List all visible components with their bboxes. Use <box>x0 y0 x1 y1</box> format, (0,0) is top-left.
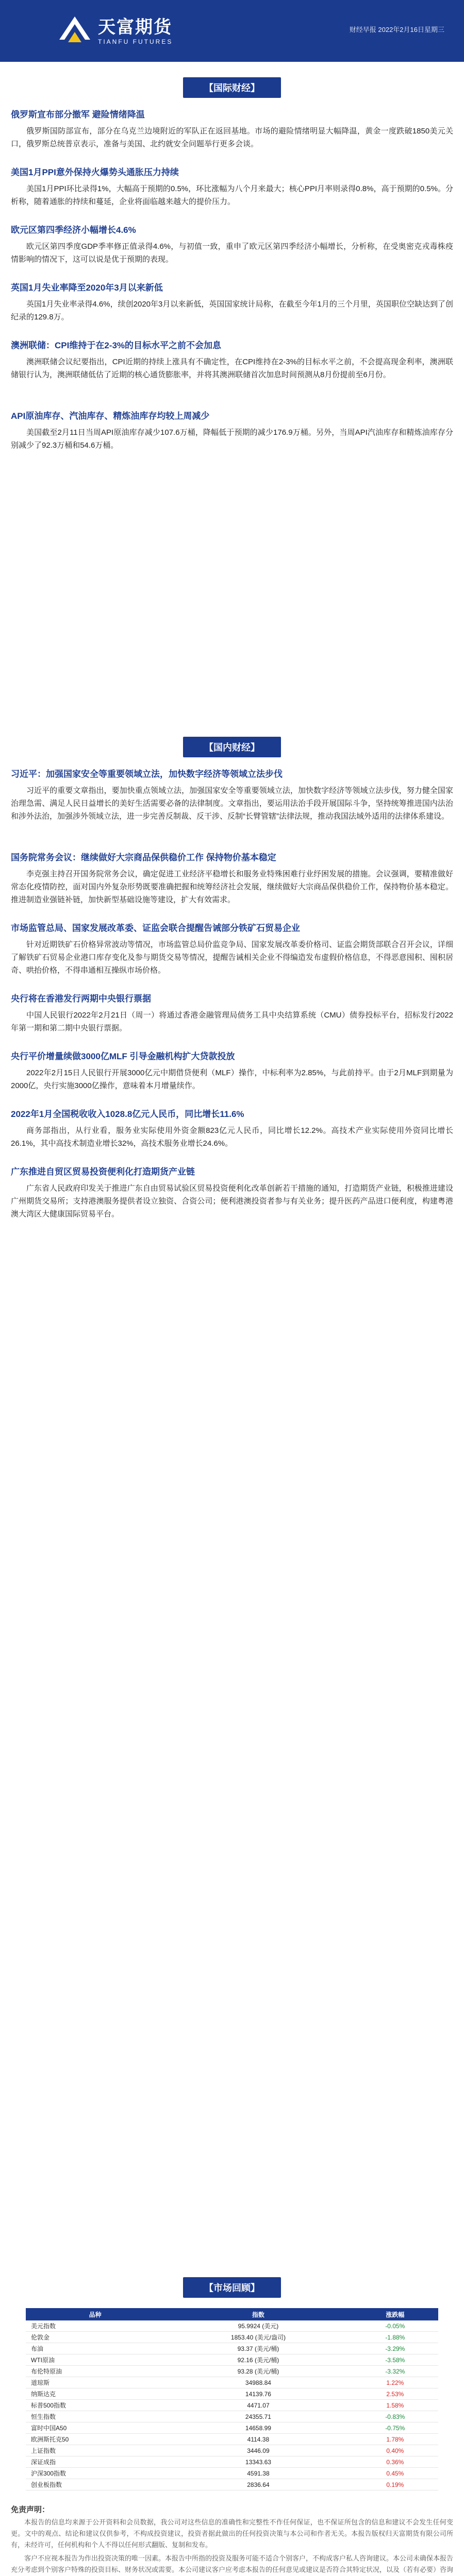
instrument-cell: 布油 <box>26 2343 164 2354</box>
change-cell: 0.45% <box>352 2468 438 2479</box>
change-cell: 2.53% <box>352 2388 438 2400</box>
instrument-cell: 布伦特原油 <box>26 2366 164 2377</box>
domestic-news-body: 广东省人民政府印发关于推进广东自由贸易试验区贸易投资便利化改革创新若干措施的通知，打造期货产业链，积极推进建设广州期货交易所；支持港澳服务提供者设立独资、合资公司；便利港澳投资者参与有关业务；提升医药产品进口便利度，构建粤港澳大湾区大健康国际贸易平台。 <box>11 1184 453 1218</box>
domestic-news-item <box>11 1108 453 1150</box>
international-news-item <box>11 281 453 324</box>
header-meta <box>350 24 444 34</box>
market-table-row <box>26 2354 438 2366</box>
domestic-news-title: 国务院常务会议：继续做好大宗商品保供稳价工作 保持物价基本稳定 <box>11 853 276 862</box>
domestic-news-body: 针对近期铁矿石价格异常波动等情况，市场监管总局价监竞争局、国家发展改革委价格司、证监会期货部联合召开会议，详细了解铁矿石贸易企业港口库存变化及参与期货交易等情况，提醒告诫相关企业不得编造发布虚假价格信息，不得恶意囤积、囤积居奇、哄抬价格，不得串通相互操纵市场价格。 <box>11 940 453 975</box>
index-cell: 4591.38 <box>164 2468 352 2479</box>
change-cell: 0.19% <box>352 2479 438 2490</box>
instrument-cell: 富时中国A50 <box>26 2422 164 2434</box>
disclaimer-title: 免责声明： <box>11 2505 50 2514</box>
international-news-body: 美国截至2月11日当周API原油库存减少107.6万桶，降幅低于预期的减少176.9万桶。另外，当周API汽油库存和精炼油库存分别减少了92.3万桶和54.6万桶。 <box>11 428 453 450</box>
market-table-row <box>26 2422 438 2434</box>
change-cell: 0.36% <box>352 2456 438 2468</box>
index-cell: 14139.76 <box>164 2388 352 2400</box>
instrument-cell: 伦敦金 <box>26 2332 164 2343</box>
domestic-news-body: 2022年2月15日人民银行开展3000亿元中期借贷便利（MLF）操作，中标利率为2.85%，与此前持平。由于2月MLF到期量为2000亿，央行实施3000亿操作，意味着本月增量续作。 <box>11 1069 453 1090</box>
index-cell: 93.37 (美元/桶) <box>164 2343 352 2354</box>
market-table-row <box>26 2411 438 2422</box>
international-news-title: 欧元区第四季经济小幅增长4.6% <box>11 225 136 235</box>
change-cell: -3.29% <box>352 2343 438 2354</box>
change-cell: 1.58% <box>352 2400 438 2411</box>
section-badge-international: 【国际财经】 <box>183 77 281 98</box>
market-table-row <box>26 2479 438 2490</box>
international-news-body: 澳洲联储会议纪要指出，CPI近期的持续上涨具有不确定性，在CPI维持在2-3%的目标水平之前，不会提高现金利率，澳洲联储银行认为，澳洲联储低估了近期的核心通货膨胀率，并将其澳洲联储首次加息时间预测从8月份提前至6月份。 <box>11 358 453 379</box>
domestic-news-item <box>11 768 453 823</box>
change-cell: -0.05% <box>352 2320 438 2332</box>
international-news-item <box>11 224 453 266</box>
market-table-row <box>26 2343 438 2354</box>
col-header-index: 指数 <box>164 2308 352 2320</box>
market-table-row <box>26 2377 438 2388</box>
international-news-title: 俄罗斯宣布部分撤军 避险情绪降温 <box>11 110 145 120</box>
domestic-news-body: 中国人民银行2022年2月21日（周一）将通过香港金融管理局债务工具中央结算系统（CMU）债券投标平台，招标发行2022年第一期和第二期中央银行票据。 <box>11 1011 453 1032</box>
index-cell: 14658.99 <box>164 2422 352 2434</box>
instrument-cell: 沪深300指数 <box>26 2468 164 2479</box>
instrument-cell: 纳斯达克 <box>26 2388 164 2400</box>
index-cell: 1853.40 (美元/盎司) <box>164 2332 352 2343</box>
international-news-item <box>11 166 453 208</box>
change-cell: -0.75% <box>352 2422 438 2434</box>
domestic-news-item <box>11 1050 453 1092</box>
instrument-cell: 创业板指数 <box>26 2479 164 2490</box>
domestic-news-title: 广东推进自贸区贸易投资便利化打造期货产业链 <box>11 1167 195 1177</box>
instrument-cell: 上证指数 <box>26 2445 164 2456</box>
index-cell: 4114.38 <box>164 2434 352 2445</box>
international-news-item <box>11 339 453 381</box>
market-table-row <box>26 2388 438 2400</box>
domestic-news-body: 商务部指出，从行业看，服务业实际使用外资金额823亿元人民币，同比增长12.2%。高技术产业实际使用外资同比增长26.1%，其中高技术制造业增长32%，高技术服务业增长24.6%。 <box>11 1126 453 1148</box>
index-cell: 3446.09 <box>164 2445 352 2456</box>
domestic-news-title: 央行平价增量续做3000亿MLF 引导金融机构扩大贷款投放 <box>11 1052 235 1061</box>
international-news-title: 澳洲联储：CPI维持于在2-3%的目标水平之前不会加息 <box>11 341 222 350</box>
domestic-news-item <box>11 851 453 906</box>
brand-logo <box>57 13 173 45</box>
international-news-item <box>11 108 453 150</box>
market-table-row <box>26 2468 438 2479</box>
domestic-news-item <box>11 922 453 977</box>
col-header-instrument: 品种 <box>26 2308 164 2320</box>
col-header-change: 涨跌幅 <box>352 2308 438 2320</box>
market-table-row <box>26 2400 438 2411</box>
index-cell: 92.16 (美元/桶) <box>164 2354 352 2366</box>
instrument-cell: 标普500指数 <box>26 2400 164 2411</box>
index-cell: 93.28 (美元/桶) <box>164 2366 352 2377</box>
instrument-cell: WTI原油 <box>26 2354 164 2366</box>
international-news-title: 英国1月失业率降至2020年3月以来新低 <box>11 283 163 293</box>
instrument-cell: 美元指数 <box>26 2320 164 2332</box>
international-news-item <box>11 410 453 452</box>
market-table-header-row <box>26 2308 438 2320</box>
market-review-table <box>26 2308 438 2490</box>
instrument-cell: 道琼斯 <box>26 2377 164 2388</box>
market-table-row <box>26 2434 438 2445</box>
international-news-title: API原油库存、汽油库存、精炼油库存均较上周减少 <box>11 411 210 421</box>
index-cell: 34988.84 <box>164 2377 352 2388</box>
change-cell: -3.58% <box>352 2354 438 2366</box>
international-news-body: 欧元区第四季度GDP季率修正值录得4.6%，与初值一致，重申了欧元区第四季经济小幅增长，分析称，在受奥密克戎毒株疫情影响的情况下，这可以说是优于预期的表现。 <box>11 242 453 264</box>
instrument-cell: 深证成指 <box>26 2456 164 2468</box>
domestic-news-body: 习近平的重要文章指出，要加快重点领域立法，加强国家安全等重要领域立法，加快数字经济等领域立法步伐，努力健全国家治理急需、满足人民日益增长的美好生活需要必备的法律制度。文章指出，要运用法治手段开展国际斗争，坚持统筹推进国内法治和涉外法治，加强涉外领域立法，进一步完善反制裁、反干涉、反制“长臂管辖”法律法规，推动我国法域外适用的法律体系建设。 <box>11 786 453 821</box>
domestic-news-title: 央行将在香港发行两期中央银行票据 <box>11 994 151 1004</box>
instrument-cell: 欧洲斯托克50 <box>26 2434 164 2445</box>
domestic-news-item <box>11 992 453 1035</box>
disclaimer-block <box>11 2504 453 2576</box>
international-news-body: 俄罗斯国防部宣布，部分在乌克兰边境附近的军队正在返回基地。市场的避险情绪明显大幅降温，黄金一度跌破1850美元关口，俄罗斯总统普京表示，准备与美国、北约就安全问题举行更多会谈。 <box>11 127 453 148</box>
index-cell: 2836.64 <box>164 2479 352 2490</box>
report-date-label: 财经早报 2022年2月16日星期三 <box>349 26 444 33</box>
change-cell: -0.83% <box>352 2411 438 2422</box>
logo-chinese-name: 天富期货 <box>98 18 172 37</box>
index-cell: 4471.07 <box>164 2400 352 2411</box>
index-cell: 95.9924 (美元) <box>164 2320 352 2332</box>
change-cell: 1.22% <box>352 2377 438 2388</box>
disclaimer-paragraph: 客户不应视本报告为作出投资决策的唯一因素。本报告中所指的投资及服务可能不适合个别客户，不构成客户私人咨询建议。本公司未确保本报告充分考虑到个别客户特殊的投资目标、财务状况或需要。本公司建议客户应考虑本报告的任何意见或建议是否符合其特定状况，以及（若有必要）咨询 <box>11 2554 454 2573</box>
domestic-news-item <box>11 1165 453 1221</box>
instrument-cell: 恒生指数 <box>26 2411 164 2422</box>
index-cell: 24355.71 <box>164 2411 352 2422</box>
international-news-body: 美国1月PPI环比录得1%，大幅高于预期的0.5%，环比涨幅为八个月来最大；核心PPI月率则录得0.8%，高于预期的0.5%。分析称，随着通胀的持续和蔓延，企业将面临越来越大的提价压力。 <box>11 184 453 206</box>
header-banner <box>0 0 464 62</box>
market-table-row <box>26 2332 438 2343</box>
change-cell: -3.32% <box>352 2366 438 2377</box>
index-cell: 13343.63 <box>164 2456 352 2468</box>
market-table-row <box>26 2456 438 2468</box>
domestic-news-title: 市场监管总局、国家发展改革委、证监会联合提醒告诫部分铁矿石贸易企业 <box>11 923 300 933</box>
market-table-row <box>26 2366 438 2377</box>
section-badge-market: 【市场回顾】 <box>183 2277 281 2298</box>
change-cell: -1.88% <box>352 2332 438 2343</box>
market-table-row <box>26 2445 438 2456</box>
logo-mark-icon <box>57 14 93 45</box>
domestic-news-body: 李克强主持召开国务院常务会议，确定促进工业经济平稳增长和服务业特殊困难行业纾困发展的措施。会议强调，要精准做好常态化疫情防控，面对国内外复杂形势既要准确把握和统筹经济社会发展，继续做好大宗商品保供稳价工作，保持物价基本稳定。推进制造业强链补链，加快新型基础设施等建设，扩大有效需求。 <box>11 870 453 904</box>
disclaimer-paragraph: 本报告的信息均来源于公开资料和会员数据，我公司对这些信息的准确性和完整性不作任何保证，也不保证所包含的信息和建议不会发生任何变更。文中的观点、结论和建议仅供参考，不构成投资建议，投资者据此做出的任何投资决策与本公司和作者无关。本报告版权归天富期货有限公司所有，未经许可，任何机构和个人不得以任何形式翻版、复制和发布。 <box>11 2518 453 2549</box>
international-news-title: 美国1月PPI意外保持火爆势头通胀压力持续 <box>11 167 179 177</box>
section-badge-domestic: 【国内财经】 <box>183 737 281 757</box>
domestic-news-title: 习近平：加强国家安全等重要领域立法，加快数字经济等领域立法步伐 <box>11 769 283 779</box>
market-table-row <box>26 2320 438 2332</box>
international-news-body: 英国1月失业率录得4.6%，续创2020年3月以来新低，英国国家统计局称，在截至今年1月的三个月里，英国职位空缺达到了创纪录的129.8万。 <box>11 300 453 321</box>
change-cell: 1.78% <box>352 2434 438 2445</box>
change-cell: 0.40% <box>352 2445 438 2456</box>
domestic-news-title: 2022年1月全国税收收入1028.8亿元人民币，同比增长11.6% <box>11 1109 244 1119</box>
logo-english-name: TIANFU FUTURES <box>98 38 173 45</box>
